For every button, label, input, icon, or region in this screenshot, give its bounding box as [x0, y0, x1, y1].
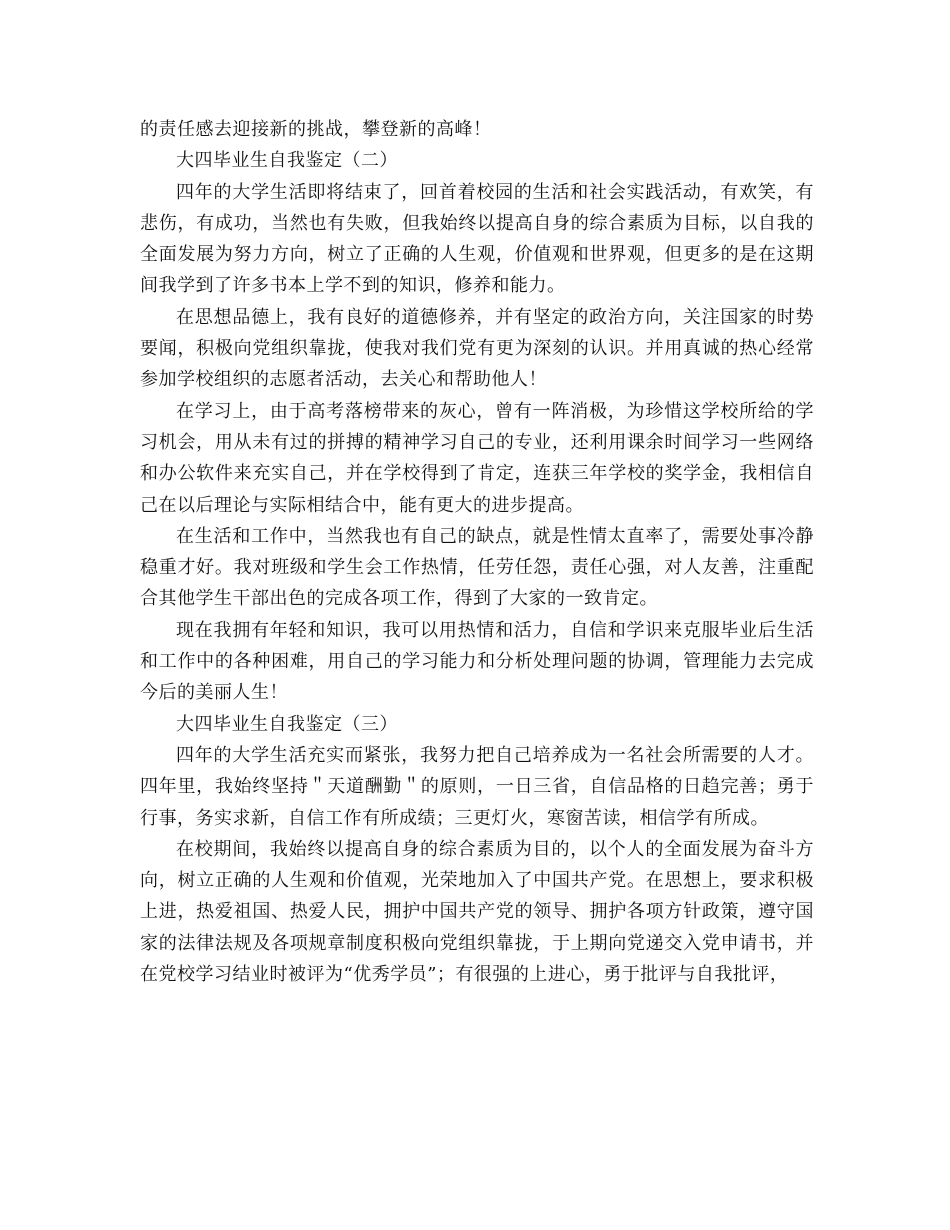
paragraph: 在生活和工作中，当然我也有自己的缺点，就是性情太直率了，需要处事冷静稳重才好。我对班级和学生会工作热情，任劳任怨，责任心强，对人友善，注重配合其他学生干部出色的完成各项工作，得到了大家的一致肯定。	[140, 525, 814, 610]
section-heading-3: 大四毕业生自我鉴定（三）	[176, 713, 398, 735]
paragraph: 在校期间，我始终以提高自身的综合素质为目的，以个人的全面发展为奋斗方向，树立正确的人生观和价值观，光荣地加入了中国共产党。在思想上，要求积极上进，热爱祖国、热爱人民，拥护中国共产党的领导、拥护各项方针政策，遵守国家的法律法规及各项规章制度积极向党组织靠拢，于上期向党递交入党申请书，并在党校学习结业时被评为“优秀学员”；有很强的上进心，勇于批评与自我批评，	[140, 838, 814, 986]
section-heading-2: 大四毕业生自我鉴定（二）	[176, 150, 398, 172]
paragraph: 四年的大学生活即将结束了，回首着校园的生活和社会实践活动，有欢笑，有悲伤，有成功，当然也有失败，但我始终以提高自身的综合素质为目标，以自我的全面发展为努力方向，树立了正确的人生观，价值观和世界观，但更多的是在这期间我学到了许多书本上学不到的知识，修养和能力。	[140, 181, 814, 297]
document-body	[140, 114, 814, 990]
paragraph: 现在我拥有年轻和知识，我可以用热情和活力，自信和学识来克服毕业后生活和工作中的各种困难，用自己的学习能力和分析处理问题的协调，管理能力去完成今后的美丽人生！	[140, 619, 814, 704]
paragraph: 在学习上，由于高考落榜带来的灰心，曾有一阵消极，为珍惜这学校所给的学习机会，用从未有过的拼搏的精神学习自己的专业，还利用课余时间学习一些网络和办公软件来充实自己，并在学校得到了肯定，连获三年学校的奖学金，我相信自己在以后理论与实际相结合中，能有更大的进步提高。	[140, 400, 814, 516]
paragraph: 在思想品德上，我有良好的道德修养，并有坚定的政治方向，关注国家的时势要闻，积极向党组织靠拢，使我对我们党有更为深刻的认识。并用真诚的热心经常参加学校组织的志愿者活动，去关心和帮助他人！	[140, 306, 814, 391]
paragraph: 四年的大学生活充实而紧张，我努力把自己培养成为一名社会所需要的人才。四年里，我始终坚持＂天道酬勤＂的原则，一日三省，自信品格的日趋完善；勇于行事，务实求新，自信工作有所成绩；三更灯火，寒窗苦读，相信学有所成。	[140, 744, 814, 829]
paragraph-continuation: 的责任感去迎接新的挑战，攀登新的高峰！	[140, 119, 492, 140]
